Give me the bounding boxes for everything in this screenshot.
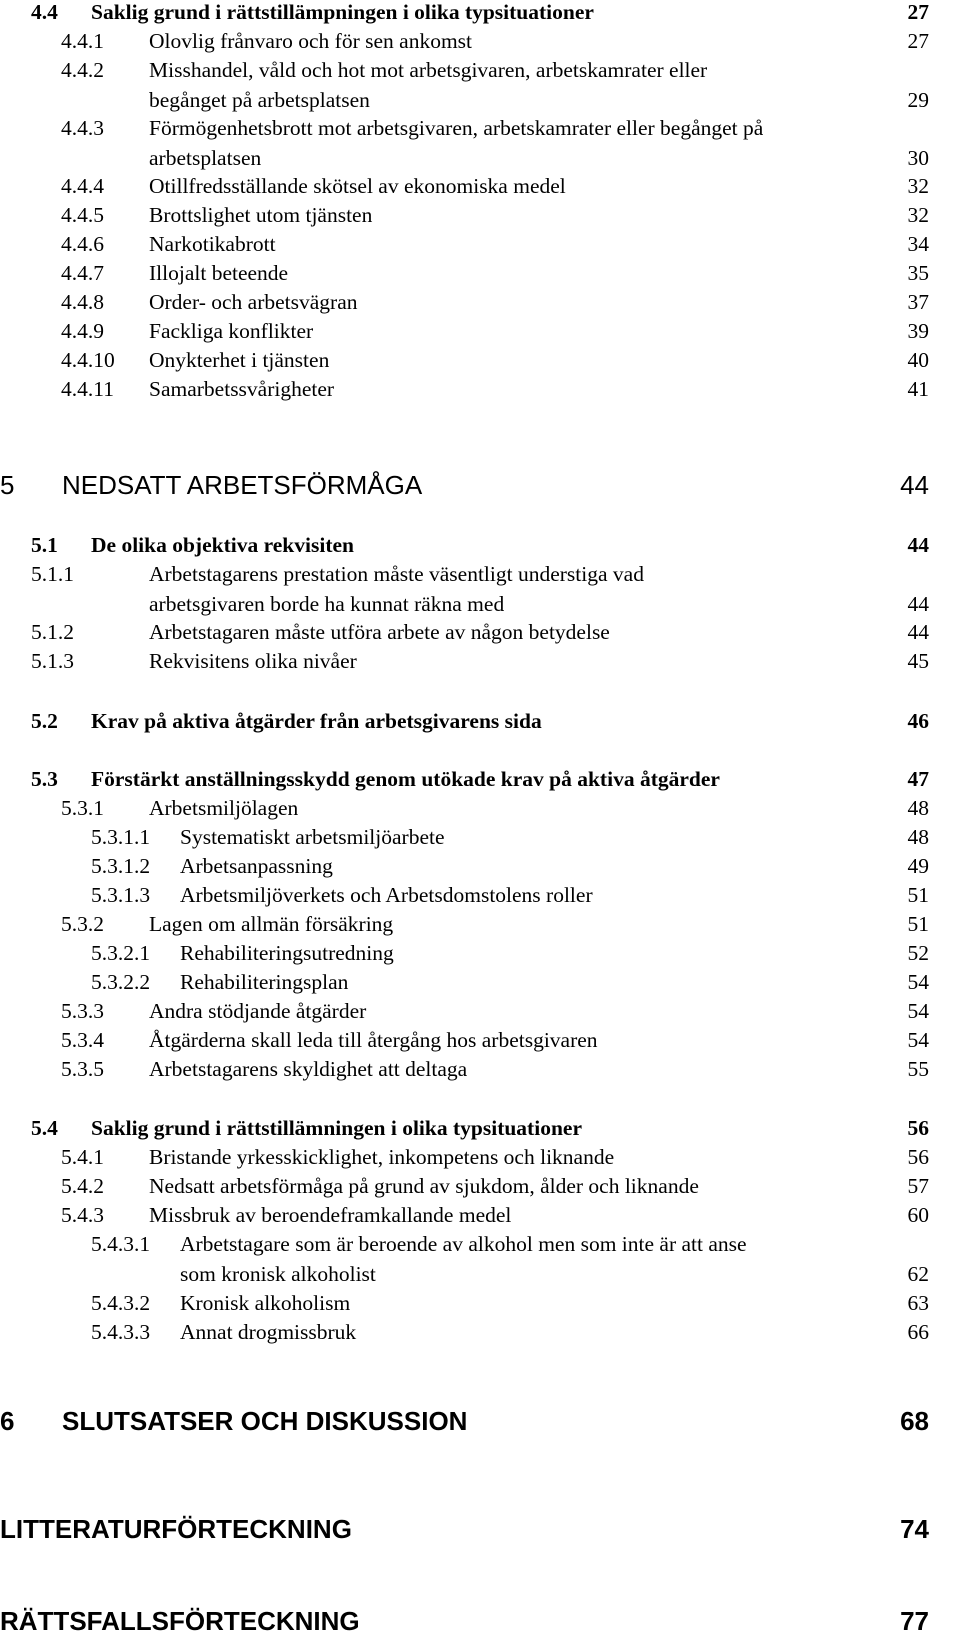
section-title: Rehabiliteringsutredning — [180, 941, 394, 965]
section-title: Arbetstagarens prestation måste väsentligt understiga vad arbetsgivaren borde ha kunnat räkna med — [149, 562, 644, 616]
section-number: 5.4.2 — [61, 1174, 104, 1198]
section-number: 4.4.3 — [61, 116, 104, 140]
section-number: 5.4 — [31, 1116, 58, 1140]
page-number: 77 — [900, 1606, 929, 1636]
page-number: 54 — [907, 1028, 929, 1052]
page-number: 44 — [907, 533, 929, 557]
page-number: 27 — [907, 0, 929, 24]
section-title: Brottslighet utom tjänsten — [149, 203, 373, 227]
section-title: Nedsatt arbetsförmåga på grund av sjukdom, ålder och liknande — [149, 1174, 699, 1198]
section-title: Arbetstagare som är beroende av alkohol men som inte är att anse som kronisk alkoholist — [180, 1232, 747, 1286]
section-title: Onykterhet i tjänsten — [149, 348, 330, 372]
page-number: 63 — [907, 1291, 929, 1315]
page-number: 56 — [907, 1116, 929, 1140]
page-number: 46 — [907, 709, 929, 733]
section-number: 4.4 — [31, 0, 58, 24]
page-number: 54 — [907, 999, 929, 1023]
section-title: Krav på aktiva åtgärder från arbetsgivarens sida — [91, 709, 542, 733]
chapter-title: NEDSATT ARBETSFÖRMÅGA — [62, 470, 423, 500]
page-number: 30 — [907, 146, 929, 170]
page-number: 56 — [907, 1145, 929, 1169]
page-number: 35 — [907, 261, 929, 285]
section-number: 5.1.2 — [31, 620, 74, 644]
section-number: 4.4.10 — [61, 348, 115, 372]
section-number: 5.4.3 — [61, 1203, 104, 1227]
chapter-number: 6 — [0, 1406, 15, 1436]
section-number: 5.4.3.2 — [91, 1291, 151, 1315]
section-title: Kronisk alkoholism — [180, 1291, 351, 1315]
section-number: 5.2 — [31, 709, 58, 733]
page-number: 51 — [907, 912, 929, 936]
section-number: 4.4.9 — [61, 319, 104, 343]
section-number: 5.3.1.1 — [91, 825, 151, 849]
page-number: 44 — [900, 470, 929, 500]
section-number: 5.4.1 — [61, 1145, 104, 1169]
section-title: Olovlig frånvaro och för sen ankomst — [149, 29, 473, 53]
page-number: 68 — [900, 1406, 929, 1436]
section-title: Misshandel, våld och hot mot arbetsgivaren, arbetskamrater eller begånget på arbetsplatsen — [149, 58, 708, 112]
section-title: Förmögenhetsbrott mot arbetsgivaren, arbetskamrater eller begånget på arbetsplatsen — [149, 116, 764, 170]
chapter-title: SLUTSATSER OCH DISKUSSION — [62, 1406, 468, 1436]
chapter-title: RÄTTSFALLSFÖRTECKNING — [0, 1606, 360, 1636]
page-number: 52 — [907, 941, 929, 965]
section-number: 4.4.7 — [61, 261, 104, 285]
section-number: 4.4.4 — [61, 174, 104, 198]
page-number: 74 — [900, 1514, 929, 1544]
section-title: Arbetstagarens skyldighet att deltaga — [149, 1057, 468, 1081]
page-number: 55 — [907, 1057, 929, 1081]
page-number: 49 — [907, 854, 929, 878]
page-number: 40 — [907, 348, 929, 372]
section-number: 5.1.1 — [31, 562, 74, 586]
section-title: Illojalt beteende — [149, 261, 289, 285]
section-title: Lagen om allmän försäkring — [149, 912, 394, 936]
page-number: 47 — [907, 767, 929, 791]
page-number: 34 — [907, 232, 929, 256]
section-title: Arbetsmiljöverkets och Arbetsdomstolens roller — [180, 883, 593, 907]
section-title: Bristande yrkesskicklighet, inkompetens och liknande — [149, 1145, 615, 1169]
section-title: Arbetsanpassning — [180, 854, 333, 878]
page-number: 44 — [907, 592, 929, 616]
page-number: 62 — [907, 1262, 929, 1286]
section-title: Samarbetssvårigheter — [149, 377, 335, 401]
section-title: Andra stödjande åtgärder — [149, 999, 367, 1023]
section-title: Rekvisitens olika nivåer — [149, 649, 357, 673]
section-number: 5.3.1 — [61, 796, 104, 820]
section-title: Arbetstagaren måste utföra arbete av någon betydelse — [149, 620, 610, 644]
section-number: 5.4.3.3 — [91, 1320, 151, 1344]
section-number: 5.1 — [31, 533, 58, 557]
section-number: 4.4.5 — [61, 203, 104, 227]
page-number: 48 — [907, 796, 929, 820]
section-title: Missbruk av beroendeframkallande medel — [149, 1203, 512, 1227]
section-title: Arbetsmiljölagen — [149, 796, 299, 820]
page-number: 41 — [907, 377, 929, 401]
section-title: Order- och arbetsvägran — [149, 290, 358, 314]
section-number: 5.3.5 — [61, 1057, 104, 1081]
section-title: Annat drogmissbruk — [180, 1320, 357, 1344]
page-number: 45 — [907, 649, 929, 673]
chapter-title: LITTERATURFÖRTECKNING — [0, 1514, 352, 1544]
section-title: Systematiskt arbetsmiljöarbete — [180, 825, 445, 849]
section-number: 5.3 — [31, 767, 58, 791]
section-number: 5.3.2 — [61, 912, 104, 936]
section-number: 5.3.2.1 — [91, 941, 151, 965]
section-title: Förstärkt anställningsskydd genom utökade krav på aktiva åtgärder — [91, 767, 720, 791]
page-number: 60 — [907, 1203, 929, 1227]
section-number: 4.4.11 — [61, 377, 114, 401]
section-title: Åtgärderna skall leda till återgång hos arbetsgivaren — [149, 1028, 598, 1052]
section-number: 4.4.6 — [61, 232, 104, 256]
section-title: Fackliga konflikter — [149, 319, 314, 343]
page-number: 57 — [907, 1174, 929, 1198]
page-number: 37 — [907, 290, 929, 314]
section-number: 4.4.2 — [61, 58, 104, 82]
section-number: 4.4.1 — [61, 29, 104, 53]
section-title: De olika objektiva rekvisiten — [91, 533, 354, 557]
section-number: 5.4.3.1 — [91, 1232, 151, 1256]
section-number: 5.3.1.3 — [91, 883, 151, 907]
page-number: 48 — [907, 825, 929, 849]
section-title: Otillfredsställande skötsel av ekonomiska medel — [149, 174, 566, 198]
page-number: 32 — [907, 174, 929, 198]
page-number: 32 — [907, 203, 929, 227]
section-title: Narkotikabrott — [149, 232, 276, 256]
section-number: 4.4.8 — [61, 290, 104, 314]
page-number: 66 — [907, 1320, 929, 1344]
section-title: Saklig grund i rättstillämpningen i olika typsituationer — [91, 0, 594, 24]
section-title: Rehabiliteringsplan — [180, 970, 349, 994]
page-number: 29 — [907, 88, 929, 112]
section-number: 5.3.3 — [61, 999, 104, 1023]
section-title: Saklig grund i rättstillämningen i olika typsituationer — [91, 1116, 582, 1140]
page-number: 51 — [907, 883, 929, 907]
section-number: 5.3.4 — [61, 1028, 104, 1052]
page-number: 54 — [907, 970, 929, 994]
page-number: 44 — [907, 620, 929, 644]
section-number: 5.1.3 — [31, 649, 74, 673]
section-number: 5.3.2.2 — [91, 970, 151, 994]
chapter-number: 5 — [0, 470, 15, 500]
section-number: 5.3.1.2 — [91, 854, 151, 878]
page-number: 27 — [907, 29, 929, 53]
page-number: 39 — [907, 319, 929, 343]
